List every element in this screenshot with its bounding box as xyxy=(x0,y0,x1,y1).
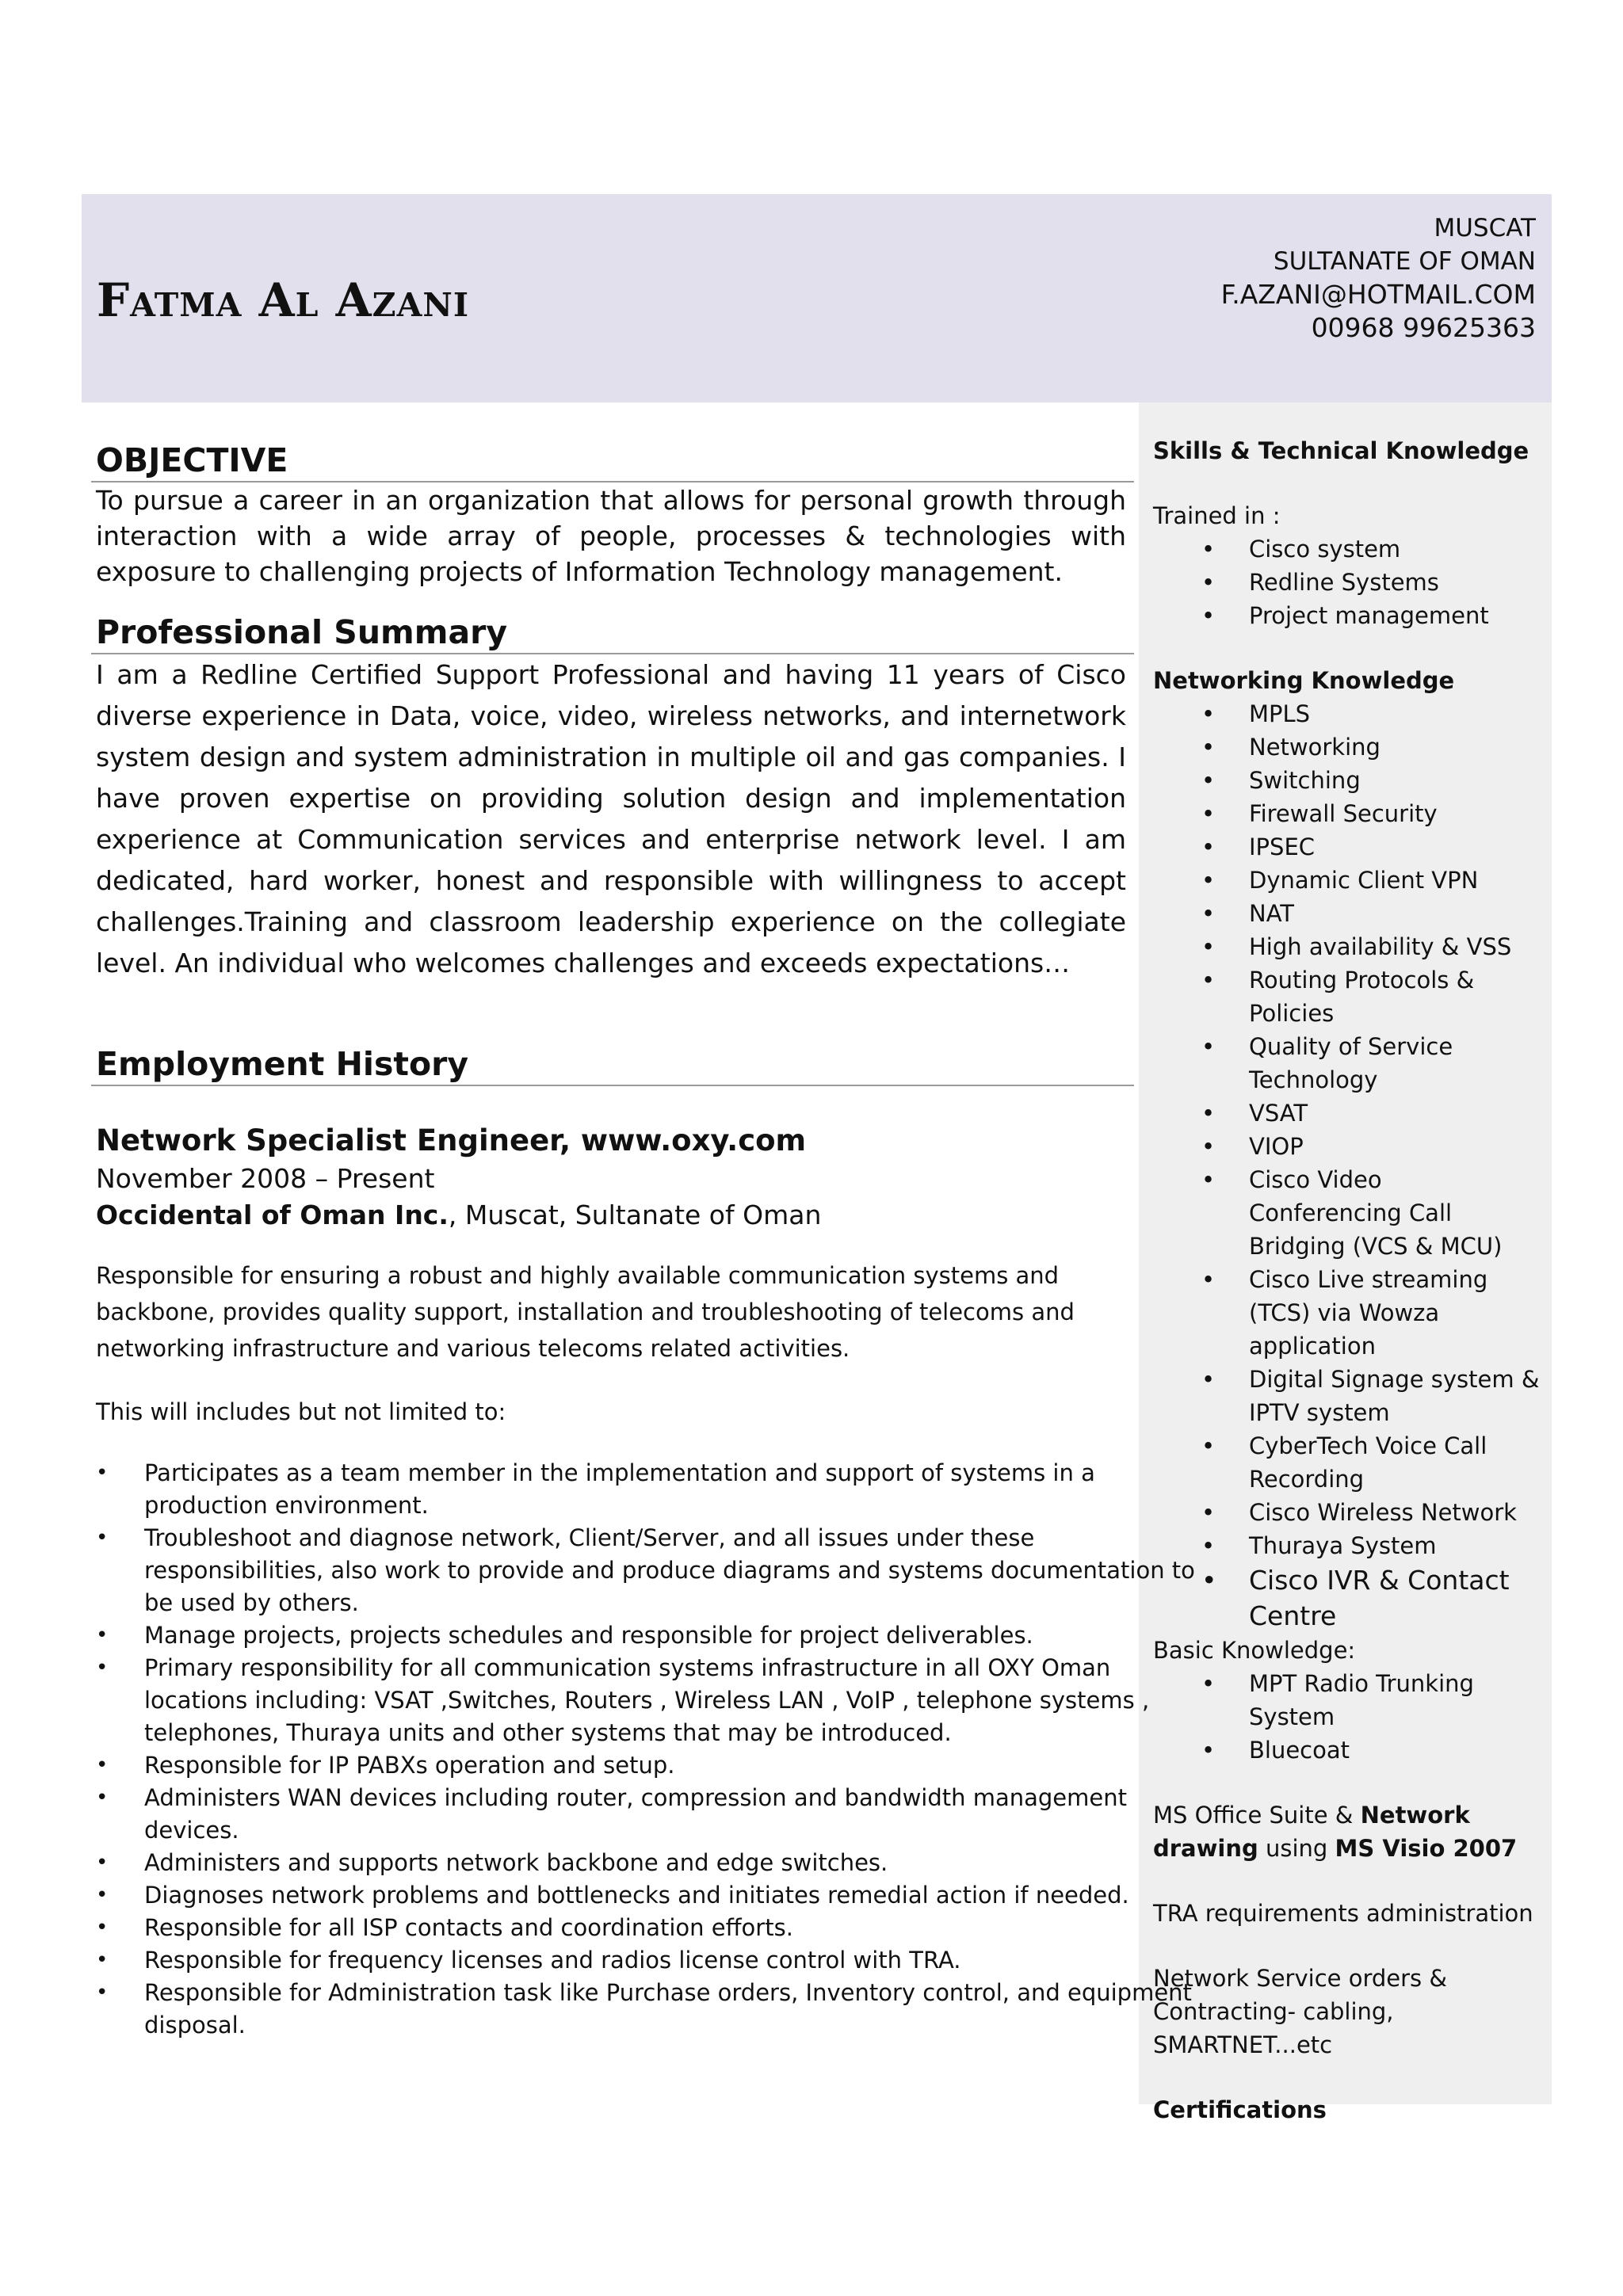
list-item: • VIOP xyxy=(1153,1130,1541,1163)
duties-intro: This will includes but not limited to: xyxy=(96,1398,506,1425)
list-item: • Cisco IVR & Contact Centre xyxy=(1153,1562,1541,1634)
basic-label: Basic Knowledge: xyxy=(1153,1637,1356,1664)
list-item: • Responsible for Administration task like Purchase orders, Inventory control, and equipment disposal. xyxy=(96,1977,1206,2042)
list-item: • Thuraya System xyxy=(1153,1529,1541,1562)
ms-visio: MS Visio 2007 xyxy=(1335,1835,1518,1862)
list-item: • Digital Signage system & IPTV system xyxy=(1153,1363,1541,1429)
ms-network-drawing: Network drawing xyxy=(1153,1802,1470,1862)
contact-city: MUSCAT xyxy=(1434,214,1536,242)
contact-block xyxy=(1221,212,1536,345)
list-item: • High availability & VSS xyxy=(1153,930,1541,963)
contact-country: SULTANATE OF OMAN xyxy=(1273,247,1536,276)
list-item: • Manage projects, projects schedules and responsible for project deliverables. xyxy=(96,1619,1206,1652)
list-item: • Responsible for IP PABXs operation and setup. xyxy=(96,1749,1206,1782)
summary-heading: Professional Summary xyxy=(91,612,1134,654)
list-item: • Project management xyxy=(1153,599,1541,632)
certifications-heading: Certifications xyxy=(1153,2096,1327,2123)
objective-text: To pursue a career in an organization that allows for personal growth through interaction with a wide array of people, processes & technologies with exposure to challenging projects of Information Technology management. xyxy=(96,485,1126,587)
list-item: • MPT Radio Trunking System xyxy=(1153,1667,1541,1733)
list-item: • Primary responsibility for all communication systems infrastructure in all OXY Oman locations including: VSAT ,Switches, Routers , Wireless LAN , VoIP , telephone systems , telephones, Thuraya units and other systems that may be introduced. xyxy=(96,1652,1206,1749)
list-item: • NAT xyxy=(1153,897,1541,930)
ms-mid: using xyxy=(1258,1835,1335,1862)
list-item: • Switching xyxy=(1153,764,1541,797)
list-item: • Dynamic Client VPN xyxy=(1153,864,1541,897)
list-item: • MPLS xyxy=(1153,697,1541,730)
list-item: • Participates as a team member in the implementation and support of systems in a production environment. xyxy=(96,1457,1206,1522)
service-orders-line: Network Service orders & Contracting- cabling, SMARTNET...etc xyxy=(1153,1965,1447,2058)
job-dates: November 2008 – Present xyxy=(96,1163,435,1194)
main-column xyxy=(96,440,1195,2042)
summary-text: I am a Redline Certified Support Professional and having 11 years of Cisco diverse experience in Data, voice, video, wireless networks, and internetwork system design and system administration in multiple oil and gas companies. I have proven expertise on providing solution design and implementation experience at Communication services and enterprise network level. I am dedicated, hard worker, honest and responsible with willingness to accept challenges.Training and classroom leadership experience on the collegiate level. An individual who welcomes challenges and exceeds expectations… xyxy=(96,659,1126,978)
basic-list xyxy=(1153,1667,1541,1767)
contact-phone: 00968 99625363 xyxy=(1311,312,1536,343)
list-item: • Administers WAN devices including router, compression and bandwidth management devices. xyxy=(96,1782,1206,1847)
list-item: • Cisco Video Conferencing Call Bridging (VCS & MCU) xyxy=(1153,1163,1541,1263)
list-item: • Administers and supports network backbone and edge switches. xyxy=(96,1847,1206,1879)
list-item: • Firewall Security xyxy=(1153,797,1541,830)
list-item: • Responsible for frequency licenses and radios license control with TRA. xyxy=(96,1944,1206,1977)
list-item: • Networking xyxy=(1153,730,1541,764)
list-item: • Routing Protocols & Policies xyxy=(1153,963,1541,1030)
list-item: • CyberTech Voice Call Recording xyxy=(1153,1429,1541,1496)
objective-heading: OBJECTIVE xyxy=(91,440,1134,482)
list-item: • Redline Systems xyxy=(1153,566,1541,599)
trained-label: Trained in : xyxy=(1153,502,1281,529)
list-item: • IPSEC xyxy=(1153,830,1541,864)
list-item: • Bluecoat xyxy=(1153,1733,1541,1767)
list-item: • Quality of Service Technology xyxy=(1153,1030,1541,1097)
candidate-name: Fatma Al Azani xyxy=(97,273,470,327)
list-item: • Troubleshoot and diagnose network, Client/Server, and all issues under these responsibilities, also work to provide and produce diagrams and systems documentation to be used by others. xyxy=(96,1522,1206,1619)
tra-line: TRA requirements administration xyxy=(1153,1900,1533,1927)
list-item: • Responsible for all ISP contacts and coordination efforts. xyxy=(96,1912,1206,1944)
skills-heading: Skills & Technical Knowledge xyxy=(1153,437,1529,464)
contact-email: F.AZANI@HOTMAIL.COM xyxy=(1220,279,1536,310)
ms-pre: MS Office Suite & xyxy=(1153,1802,1361,1829)
list-item: • Diagnoses network problems and bottlenecks and initiates remedial action if needed. xyxy=(96,1879,1206,1912)
header-band xyxy=(82,194,1552,402)
duties-list xyxy=(96,1457,1195,2042)
job-company: Occidental of Oman Inc. xyxy=(96,1199,449,1230)
ms-office-line xyxy=(1153,1798,1541,1865)
sidebar-content xyxy=(1153,434,1541,2126)
list-item: • Cisco Wireless Network xyxy=(1153,1496,1541,1529)
networking-heading: Networking Knowledge xyxy=(1153,667,1455,694)
list-item: • Cisco system xyxy=(1153,532,1541,566)
job-title: Network Specialist Engineer, www.oxy.com xyxy=(96,1123,807,1158)
trained-list xyxy=(1153,532,1541,632)
list-item: • VSAT xyxy=(1153,1097,1541,1130)
job-company-line xyxy=(96,1197,1126,1234)
job-location: , Muscat, Sultanate of Oman xyxy=(448,1199,822,1230)
job-description: Responsible for ensuring a robust and highly available communication systems and backbone, provides quality support, installation and troubleshooting of telecoms and networking infrastructure and various telecoms related activities. xyxy=(96,1262,1075,1362)
networking-list xyxy=(1153,697,1541,1634)
employment-heading: Employment History xyxy=(91,1043,1134,1086)
list-item: • Cisco Live streaming (TCS) via Wowza application xyxy=(1153,1263,1541,1363)
